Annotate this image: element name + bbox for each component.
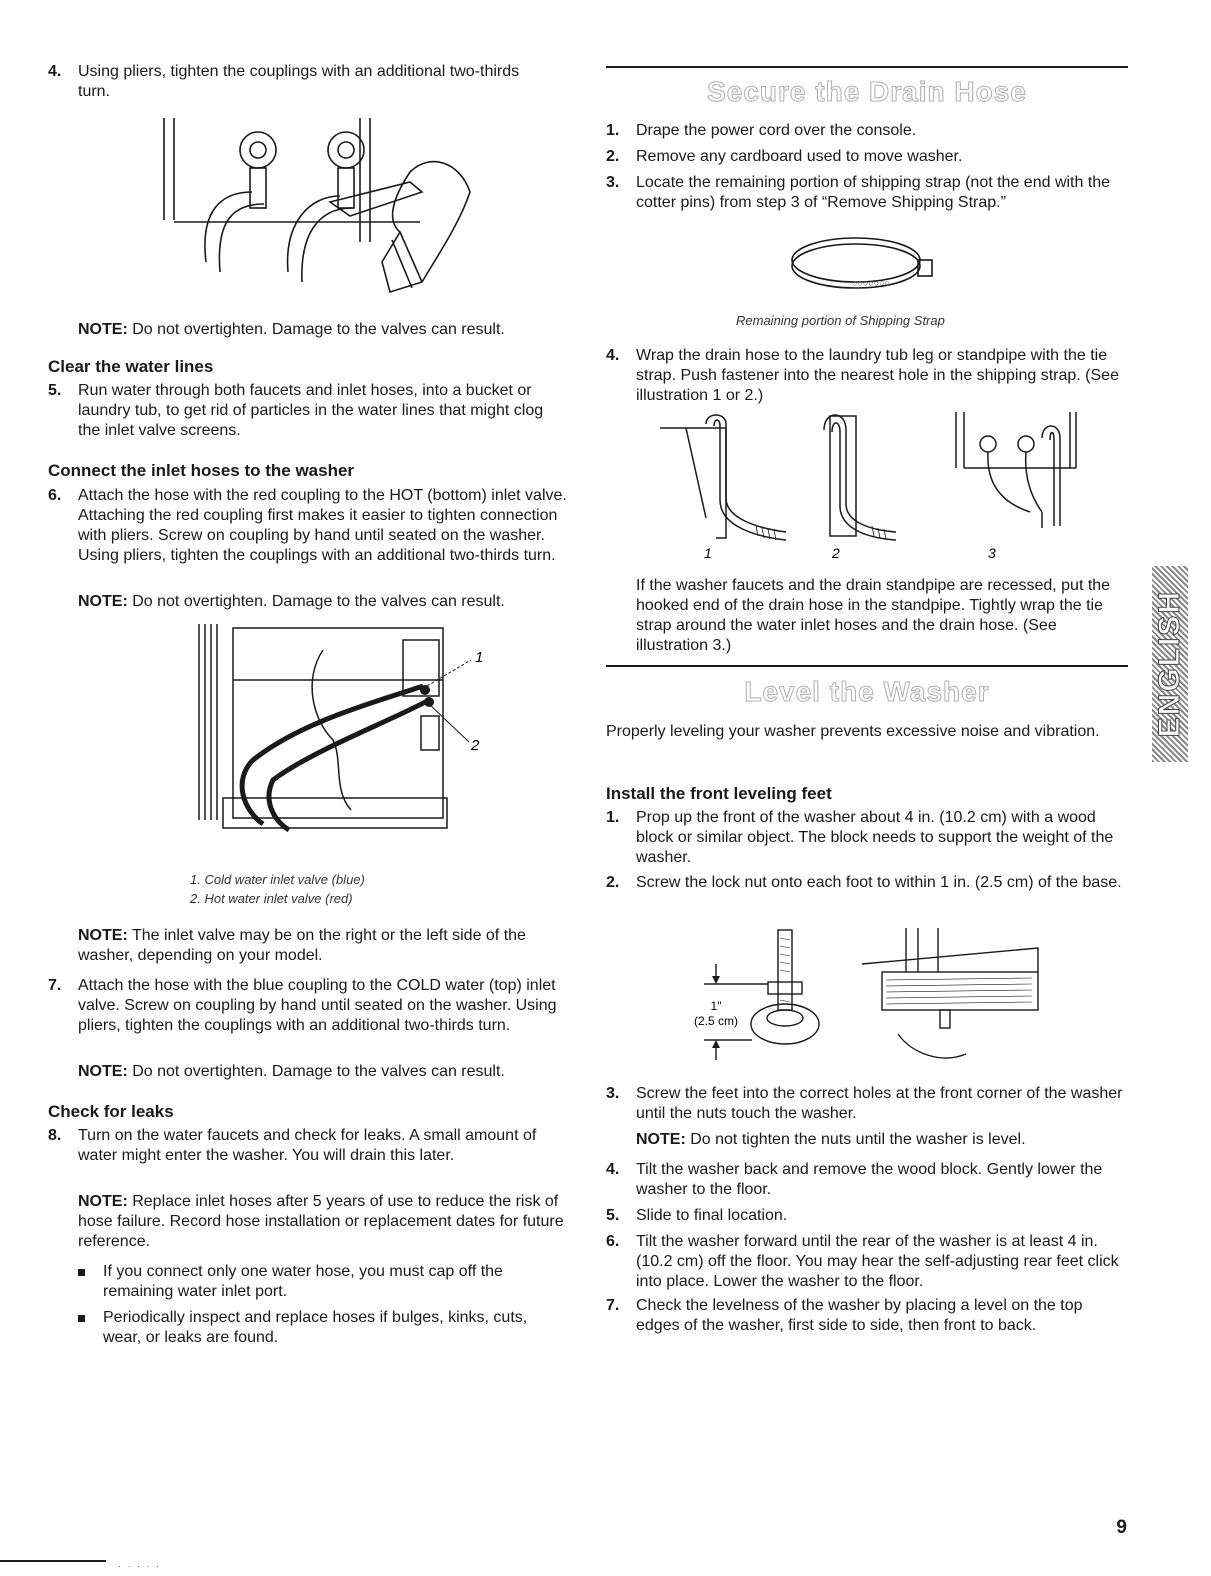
note-4: NOTE: Do not overtighten. Damage to the valves can result. [78, 1063, 505, 1080]
language-side-tab: ENGLISH [1152, 566, 1188, 762]
note-2: NOTE: Do not overtighten. Damage to the valves can result. [78, 593, 505, 610]
caption-hot-valve: 2. Hot water inlet valve (red) [190, 891, 353, 906]
recessed-paragraph: If the washer faucets and the drain standpipe are recessed, put the hooked end of the drain hose in the standpipe. Tightly wrap the tie strap around the water inlet hoses and the drain hose. (See illustration 3.) [636, 577, 1111, 654]
level-step-4: 4. Tilt the washer back and remove the wood block. Gently lower the washer to the floor. [606, 1161, 1103, 1198]
level-step-7: 7. Check the levelness of the washer by placing a level on the top edges of the washer, first side to side, then front to back. [606, 1297, 1083, 1334]
footer-marks: · · · · · [118, 1561, 161, 1571]
shipping-strap-illustration [786, 230, 946, 300]
strap-holes: ○○○○○○○ [852, 278, 891, 288]
foot-measure-in: 1" [710, 999, 722, 1013]
level-step-1: 1. Prop up the front of the washer about 4 in. (10.2 cm) with a wood block or similar object. The block needs to support the weight of the washer. [606, 809, 1114, 866]
level-step-6: 6. Tilt the washer forward until the rear of the washer is at least 4 in. (10.2 cm) off the floor. You may hear the self-adjusting rear feet click into place. Lower the washer to the floor. [606, 1233, 1119, 1290]
footer-rule [0, 1560, 106, 1562]
bullet-square-icon [78, 1269, 85, 1276]
heading-connect-inlet-hoses: Connect the inlet hoses to the washer [48, 461, 355, 480]
level-intro: Properly leveling your washer prevents excessive noise and vibration. [606, 723, 1100, 740]
heading-clear-water-lines: Clear the water lines [48, 357, 214, 376]
section-title-level-washer: Level the Washer [744, 676, 990, 707]
level-step-2: 2. Screw the lock nut onto each foot to within 1 in. (2.5 cm) of the base. [606, 874, 1122, 891]
heading-install-leveling-feet: Install the front leveling feet [606, 784, 832, 803]
drain-step-1: 1. Drape the power cord over the console. [606, 122, 917, 139]
drain-hose-illustrations [646, 408, 1086, 568]
bullet-item: Periodically inspect and replace hoses if bulges, kinks, cuts, wear, or leaks are found. [78, 1308, 568, 1348]
inlet-valve-illustration [193, 620, 493, 850]
heading-check-leaks: Check for leaks [48, 1102, 174, 1121]
step-7: 7. Attach the hose with the blue coupling to the COLD water (top) inlet valve. Screw on coupling by hand until seated on the washer. Using pliers, tighten the couplings with an additional two-thirds turn. [48, 977, 557, 1034]
step-8: 8. Turn on the water faucets and check for leaks. A small amount of water might enter the washer. You will drain this later. [48, 1127, 537, 1164]
caption-cold-valve: 1. Cold water inlet valve (blue) [190, 872, 365, 887]
drain-step-4: 4. Wrap the drain hose to the laundry tub leg or standpipe with the tie strap. Push fastener into the nearest hole in the shipping strap. (See illustration 1 or 2.) [606, 347, 1119, 404]
section-title-drain-hose: Secure the Drain Hose [707, 76, 1027, 107]
note-1: NOTE: Do not overtighten. Damage to the valves can result. [78, 321, 505, 338]
bullet-item: If you connect only one water hose, you must cap off the remaining water inlet port. [78, 1262, 568, 1302]
note-6: NOTE: Do not tighten the nuts until the washer is level. [636, 1131, 1026, 1148]
callout-2: 2 [471, 737, 480, 754]
ill-label-3: 3 [988, 545, 996, 561]
foot-measure-cm: (2.5 cm) [693, 1014, 739, 1028]
drain-step-2: 2. Remove any cardboard used to move washer. [606, 148, 963, 165]
level-step-3: 3. Screw the feet into the correct holes at the front corner of the washer until the nuts touch the washer. [606, 1085, 1123, 1122]
bullet-square-icon [78, 1315, 85, 1322]
page-number: 9 [1116, 1517, 1127, 1538]
step-4: 4. Using pliers, tighten the couplings with an additional two-thirds turn. [48, 63, 520, 100]
note-3: NOTE: The inlet valve may be on the right or the left side of the washer, depending on your model. [78, 927, 526, 964]
ill-label-1: 1 [704, 545, 712, 561]
ill-label-2: 2 [832, 545, 840, 561]
faucet-pliers-illustration [160, 112, 472, 302]
leveling-foot-illustration [693, 924, 1052, 1074]
step-5: 5. Run water through both faucets and inlet hoses, into a bucket or laundry tub, to get rid of particles in the water lines that might clog the inlet valve screens. [48, 382, 544, 439]
step-6: 6. Attach the hose with the red coupling to the HOT (bottom) inlet valve. Attaching the red coupling first makes it easier to tighten connection with pliers. Screw on coupling by hand until seated on the washer. Using pliers, tighten the couplings with an additional two-thirds turn. [48, 487, 567, 564]
section-rule [606, 66, 1128, 68]
strap-caption: Remaining portion of Shipping Strap [736, 313, 945, 328]
section-rule [606, 665, 1128, 667]
drain-step-3: 3. Locate the remaining portion of shipping strap (not the end with the cotter pins) from step 3 of “Remove Shipping Strap.” [606, 174, 1111, 211]
level-step-5: 5. Slide to final location. [606, 1207, 788, 1224]
callout-1: 1 [475, 649, 484, 666]
note-5: NOTE: Replace inlet hoses after 5 years of use to reduce the risk of hose failure. Record hose installation or replacement dates for future reference. [78, 1193, 564, 1250]
